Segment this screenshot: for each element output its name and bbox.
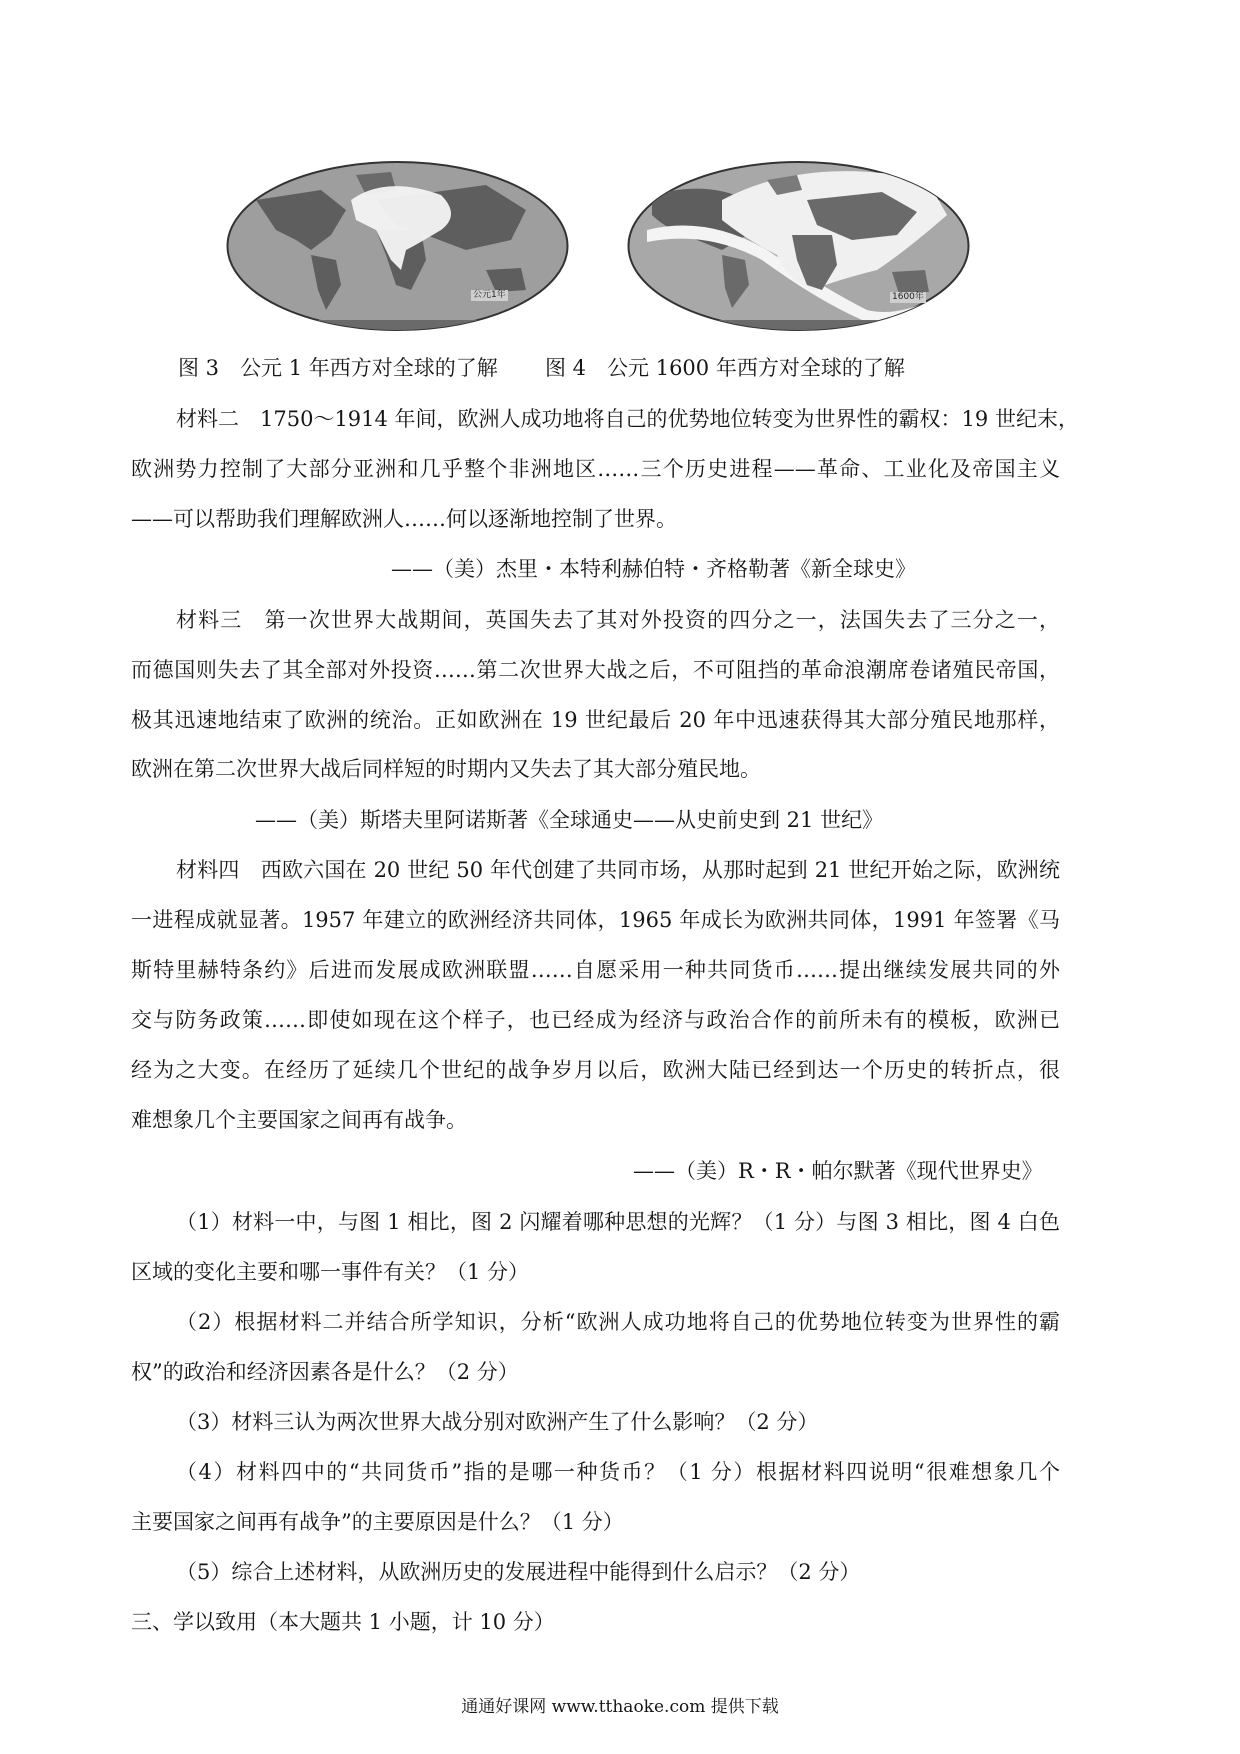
material-4-line-6: 难想象几个主要国家之间再有战争。: [131, 1108, 467, 1132]
question-5: （5）综合上述材料，从欧洲历史的发展进程中能得到什么启示？（2 分）: [176, 1560, 861, 1584]
page-footer: 通通好课网 www.tthaoke.com 提供下载: [461, 1697, 779, 1717]
material-4-line-1: 材料四 西欧六国在 20 世纪 50 年代创建了共同市场，从那时起到 21 世纪开始之际，欧洲统: [176, 858, 1060, 882]
material-3-source: ——（美）斯塔夫里阿诺斯著《全球通史——从史前史到 21 世纪》: [255, 808, 884, 832]
world-map-year-1: [226, 160, 569, 332]
material-2-line-2: 欧洲势力控制了大部分亚洲和几乎整个非洲地区……三个历史进程——革命、工业化及帝国主义: [131, 457, 1060, 481]
material-4-line-2: 一进程成就显著。1957 年建立的欧洲经济共同体，1965 年成长为欧洲共同体，1991 年签署《马: [131, 908, 1060, 932]
material-3-line-4: 欧洲在第二次世界大战后同样短的时期内又失去了其大部分殖民地。: [131, 757, 761, 781]
material-4-line-3: 斯特里赫特条约》后进而发展成欧洲联盟……自愿采用一种共同货币……提出继续发展共同的外: [131, 958, 1060, 982]
material-4-line-4: 交与防务政策……即使如现在这个样子，也已经成为经济与政治合作的前所未有的模板，欧洲已: [131, 1008, 1060, 1032]
figure-3-caption: 图 3 公元 1 年西方对全球的了解: [178, 356, 498, 380]
question-4-line-1: （4）材料四中的“共同货币”指的是哪一种货币？（1 分）根据材料四说明“很难想象几个: [176, 1460, 1060, 1484]
question-3: （3）材料三认为两次世界大战分别对欧洲产生了什么影响？（2 分）: [176, 1410, 819, 1434]
map-year-label: 1600年: [892, 292, 924, 302]
material-2-line-1: 材料二 1750～1914 年间，欧洲人成功地将自己的优势地位转变为世界性的霸权：19 世纪末，: [176, 407, 1079, 431]
figure-4-map: [627, 160, 970, 332]
material-3-line-1: 材料三 第一次世界大战期间，英国失去了其对外投资的四分之一，法国失去了三分之一，: [176, 608, 1060, 632]
figure-4-caption: 图 4 公元 1600 年西方对全球的了解: [545, 356, 905, 380]
figure-3-map: [226, 160, 569, 332]
material-4-source: ——（美）R・R・帕尔默著《现代世界史》: [633, 1159, 1043, 1183]
question-2-line-2: 权”的政治和经济因素各是什么？（2 分）: [131, 1360, 519, 1384]
world-map-year-1600: [627, 160, 970, 332]
question-1-line-2: 区域的变化主要和哪一事件有关？（1 分）: [131, 1260, 530, 1284]
material-3-line-2: 而德国则失去了其全部对外投资……第二次世界大战之后，不可阻挡的革命浪潮席卷诸殖民帝国，: [131, 658, 1060, 682]
material-3-line-3: 极其迅速地结束了欧洲的统治。正如欧洲在 19 世纪最后 20 年中迅速获得其大部分殖民地那样，: [131, 708, 1060, 732]
map-year-label: 公元1年: [473, 290, 506, 300]
section-3-heading: 三、学以致用（本大题共 1 小题，计 10 分）: [131, 1610, 555, 1634]
question-2-line-1: （2）根据材料二并结合所学知识，分析“欧洲人成功地将自己的优势地位转变为世界性的霸: [176, 1310, 1060, 1334]
material-4-line-5: 经为之大变。在经历了延续几个世纪的战争岁月以后，欧洲大陆已经到达一个历史的转折点，很: [131, 1058, 1060, 1082]
material-2-line-3: ——可以帮助我们理解欧洲人……何以逐渐地控制了世界。: [131, 507, 677, 531]
material-2-source: ——（美）杰里・本特利赫伯特・齐格勒著《新全球史》: [391, 557, 916, 581]
question-1-line-1: （1）材料一中，与图 1 相比，图 2 闪耀着哪种思想的光辉？（1 分）与图 3 相比，图 4 白色: [176, 1210, 1060, 1234]
question-4-line-2: 主要国家之间再有战争”的主要原因是什么？（1 分）: [131, 1510, 624, 1534]
